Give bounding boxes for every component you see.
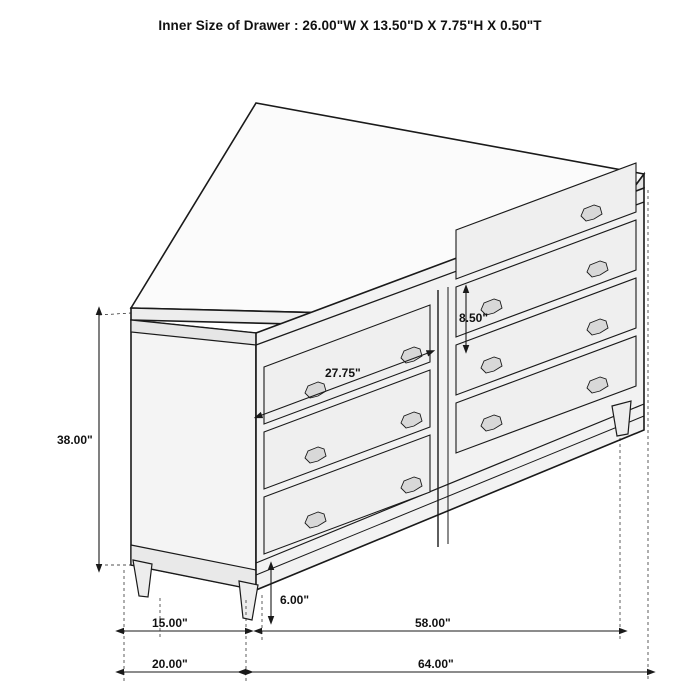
dimension-overall-width xyxy=(246,657,648,672)
label-drawer-height: 8.50" xyxy=(459,311,489,325)
label-overall-width: 64.00" xyxy=(418,657,454,671)
dresser-illustration xyxy=(131,103,644,620)
label-base-depth: 20.00" xyxy=(152,657,188,671)
label-side-depth: 15.00" xyxy=(152,616,188,630)
page-title: Inner Size of Drawer : 26.00"W X 13.50"D X 7.75"H X 0.50"T xyxy=(158,18,542,33)
label-depth-diagonal: 27.75" xyxy=(325,366,361,380)
label-leg-height: 6.00" xyxy=(280,593,310,607)
dimension-side-depth xyxy=(124,616,246,631)
dresser-left-side-panel xyxy=(131,320,256,590)
dimension-case-width xyxy=(262,616,620,631)
dimension-height-overall xyxy=(57,313,131,565)
dimension-base-depth xyxy=(124,657,246,672)
label-height-overall: 38.00" xyxy=(57,433,93,447)
label-case-width: 58.00" xyxy=(415,616,451,630)
